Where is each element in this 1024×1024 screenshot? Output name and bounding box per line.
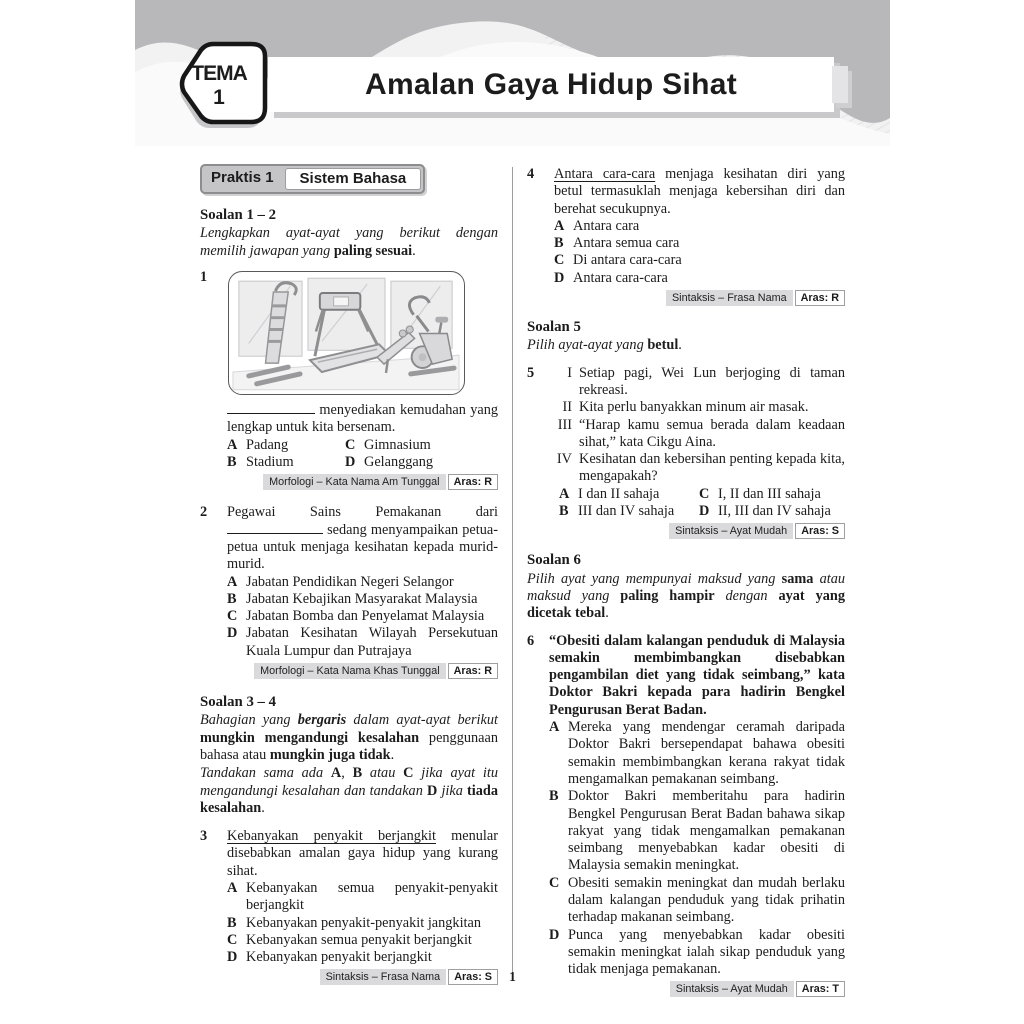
gym-equipment-illustration xyxy=(229,272,463,393)
question-1 xyxy=(200,269,498,490)
aras-badge: Aras: T xyxy=(796,981,845,997)
option-b: B Stadium xyxy=(227,453,294,470)
section-heading-s34: Soalan 3 – 4 xyxy=(200,694,277,711)
answer-blank xyxy=(227,522,323,534)
option-a: A Mereka yang mendengar ceramah daripada Doktor Bakri bersependapat bahawa obesiti semakin membimbangkan kerana rakyat tidak mengamalkan pemakanan seimbang. xyxy=(549,719,845,787)
unit-title-bar xyxy=(268,57,834,112)
question-6 xyxy=(527,633,845,998)
section-heading-s12: Soalan 1 – 2 xyxy=(200,207,277,223)
question-text: Kebanyakan penyakit berjangkit menular disebabkan amalan gaya hidup yang kurang sihat. xyxy=(227,828,498,879)
section-heading-s6: Soalan 6 xyxy=(527,552,581,569)
section-instruction-s34-p2: Tandakan sama ada A, B atau C jika ayat itu mengandungi kesalahan dan tandakan D jika tiada kesalahan. xyxy=(200,765,498,816)
option-c: C Jabatan Bomba dan Penyelamat Malaysia xyxy=(227,608,485,625)
question-number: 1 xyxy=(200,268,208,285)
option-c: C Obesiti semakin meningkat dan mudah berlaku dalam kalangan penduduk yang tidak prihatin terhadap makanan seimbang. xyxy=(549,874,845,926)
option-c: C Gimnasium xyxy=(345,436,431,453)
option-d: D Gelanggang xyxy=(345,453,434,470)
option-c: C Di antara cara-cara xyxy=(554,252,682,269)
option-c: C Kebanyakan semua penyakit berjangkit xyxy=(227,931,472,948)
option-a: A Kebanyakan semua penyakit-penyakit berjangkit xyxy=(227,880,498,914)
skill-tag: Sintaksis – Frasa Nama xyxy=(666,290,793,306)
page-sheet xyxy=(135,0,890,1024)
question-number: 5 xyxy=(527,364,535,381)
right-column xyxy=(527,164,845,997)
question-text: menyediakan kemudahan yang lengkap untuk kita bersenam. xyxy=(227,402,498,436)
option-a: A Padang xyxy=(227,436,289,453)
question-5 xyxy=(527,365,845,540)
option-b: B Jabatan Kebajikan Masyarakat Malaysia xyxy=(227,590,478,607)
option-b: B Antara semua cara xyxy=(554,235,680,252)
aras-badge: Aras: S xyxy=(795,523,845,539)
question-text: “Obesiti dalam kalangan penduduk di Malaysia semakin membimbangkan disebabkan pengambilan diet yang tidak seimbang,” kata Doktor Bakri kepada para hadirin Bengkel Pengurusan Berat Badan. xyxy=(549,632,845,718)
question-number: 4 xyxy=(527,166,535,182)
option-d: D II, III dan IV sahaja xyxy=(699,503,831,520)
skill-tag: Sintaksis – Frasa Nama xyxy=(320,969,447,985)
skill-tag-row xyxy=(227,663,498,679)
skill-tag-row xyxy=(554,290,845,306)
option-a: A I dan II sahaja xyxy=(559,485,660,502)
option-b: B Doktor Bakri memberitahu para hadirin Bengkel Pengurusan Berat Badan bahawa sikap rakyat yang tidak mengamalkan pemakanan seimbang menyebabkan kadar obesiti di Malaysia semakin meningkat. xyxy=(549,788,845,874)
aras-badge: Aras: R xyxy=(448,474,498,490)
aras-badge: Aras: R xyxy=(448,663,498,679)
option-a: A Jabatan Pendidikan Negeri Selangor xyxy=(227,573,454,590)
question-text: Pegawai Sains Pemakanan dari sedang menyampaikan petua-petua untuk menjaga kesihatan kepada murid-murid. xyxy=(227,504,498,573)
skill-tag: Morfologi – Kata Nama Khas Tunggal xyxy=(254,663,445,679)
options xyxy=(227,437,498,472)
option-a: A Antara cara xyxy=(554,217,640,234)
statement-1: I Setiap pagi, Wei Lun berjoging di taman rekreasi. xyxy=(567,364,845,398)
answer-blank xyxy=(227,402,315,414)
praktis-badge xyxy=(200,164,425,194)
statement-3: III “Harap kamu semua berada dalam keadaan sihat,” kata Cikgu Aina. xyxy=(557,416,845,450)
aras-badge: Aras: R xyxy=(795,290,845,306)
tema-number: 1 xyxy=(213,86,225,109)
gym-equipment-figure xyxy=(228,271,465,395)
page-number: 1 xyxy=(509,969,516,984)
statement-2: II Kita perlu banyakkan minum air masak. xyxy=(562,399,809,416)
underlined-phrase: Antara cara-cara xyxy=(554,166,656,182)
praktis-label: Praktis 1 xyxy=(211,169,274,186)
tema-label: TEMA xyxy=(191,62,247,85)
question-number: 3 xyxy=(200,828,208,845)
options xyxy=(227,574,498,660)
options xyxy=(554,218,845,287)
question-4 xyxy=(527,166,845,306)
options xyxy=(559,486,845,521)
section-instruction-s34-p1: Bahagian yang bergaris dalam ayat-ayat berikut mungkin mengandungi kesalahan penggunaan bahasa atau mungkin juga tidak. xyxy=(200,712,498,763)
section-heading-s5: Soalan 5 xyxy=(527,319,581,336)
options xyxy=(227,880,498,966)
question-2 xyxy=(200,504,498,679)
section-instruction-s6: Pilih ayat yang mempunyai maksud yang sama atau maksud yang paling hampir dengan ayat yang dicetak tebal. xyxy=(527,570,845,622)
option-d: D Antara cara-cara xyxy=(554,269,668,286)
question-text: Antara cara-cara menjaga kesihatan diri yang betul termasuklah menjaga kebersihan diri dan berehat secukupnya. xyxy=(554,166,845,217)
section-instruction-s5: Pilih ayat-ayat yang betul. xyxy=(527,337,682,354)
skill-tag-row xyxy=(549,523,845,539)
option-c: C I, II dan III sahaja xyxy=(699,485,821,502)
question-number: 2 xyxy=(200,504,208,521)
skill-tag: Sintaksis – Ayat Mudah xyxy=(670,981,794,997)
option-b: B III dan IV sahaja xyxy=(559,503,675,520)
skill-tag: Sintaksis – Ayat Mudah xyxy=(669,523,793,539)
topic-label: Sistem Bahasa xyxy=(285,168,422,190)
statement-4: IV Kesihatan dan kebersihan penting kepada kita, mengapakah? xyxy=(556,451,845,485)
aras-badge: Aras: S xyxy=(448,969,498,985)
question-number: 6 xyxy=(527,632,535,649)
column-divider xyxy=(512,167,513,975)
question-3 xyxy=(200,828,498,985)
left-column xyxy=(200,164,498,985)
skill-tag-row xyxy=(227,474,498,490)
option-d: D Kebanyakan penyakit berjangkit xyxy=(227,949,432,966)
section-instruction-s12: Lengkapkan ayat-ayat yang berikut dengan memilih jawapan yang paling sesuai. xyxy=(200,225,498,259)
header-band xyxy=(135,0,890,146)
option-d: D Punca yang menyebabkan kadar obesiti semakin meningkat ialah sikap penduduk yang tidak menjaga pemakanan. xyxy=(549,926,845,978)
unit-title: Amalan Gaya Hidup Sihat xyxy=(365,67,737,101)
underlined-phrase: Kebanyakan penyakit berjangkit xyxy=(227,828,436,845)
option-d: D Jabatan Kesihatan Wilayah Persekutuan Kuala Lumpur dan Putrajaya xyxy=(227,625,498,659)
skill-tag: Morfologi – Kata Nama Am Tunggal xyxy=(263,474,445,490)
option-b: B Kebanyakan penyakit-penyakit jangkitan xyxy=(227,914,482,931)
options xyxy=(549,719,845,978)
tema-badge xyxy=(171,40,271,134)
